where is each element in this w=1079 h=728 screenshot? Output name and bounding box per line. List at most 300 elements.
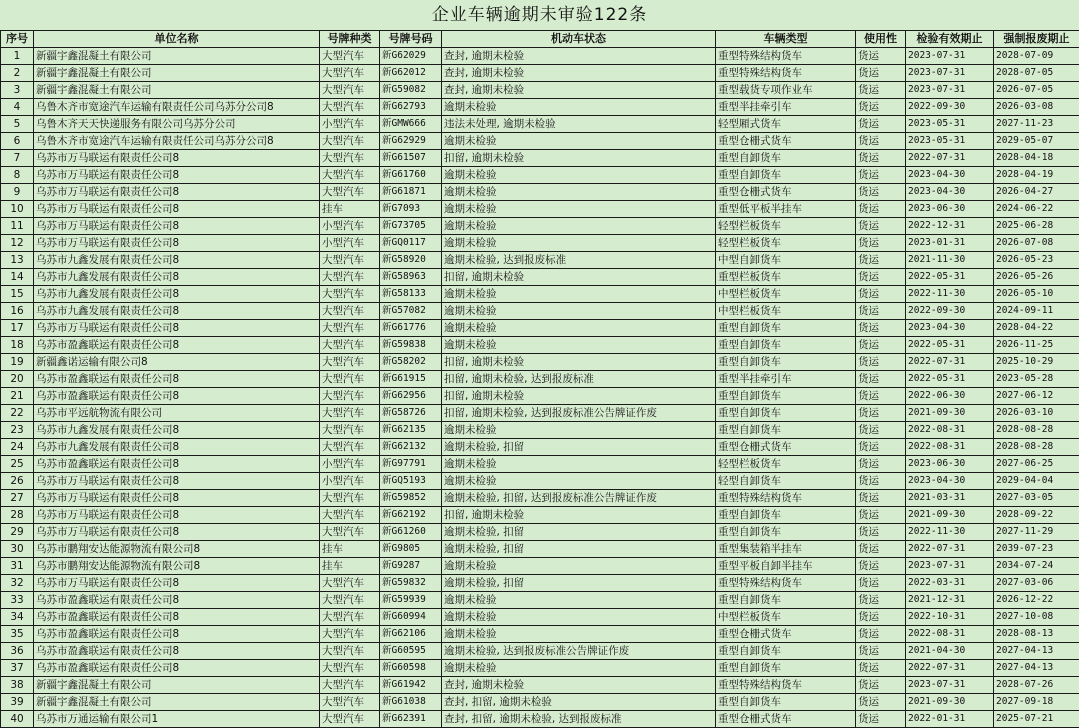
cell-no[interactable]: 37 [1,660,34,677]
cell-usage[interactable]: 货运 [856,65,906,82]
cell-vehicle-type[interactable]: 重型自卸货车 [716,167,856,184]
cell-plate-type[interactable]: 大型汽车 [320,65,380,82]
header-cell-plate-number[interactable]: 号牌号码 [380,31,442,48]
cell-vehicle-type[interactable]: 重型自卸货车 [716,643,856,660]
cell-plate-type[interactable]: 小型汽车 [320,235,380,252]
cell-plate-type[interactable]: 大型汽车 [320,320,380,337]
cell-inspection-expiry[interactable]: 2023-01-31 [906,235,994,252]
cell-company[interactable]: 新疆宇鑫混凝土有限公司 [34,694,320,711]
cell-plate-number[interactable]: 新G60598 [380,660,442,677]
cell-no[interactable]: 9 [1,184,34,201]
cell-usage[interactable]: 货运 [856,626,906,643]
table-row[interactable] [1,575,1079,592]
table-row[interactable] [1,133,1079,150]
cell-plate-type[interactable]: 大型汽车 [320,490,380,507]
cell-no[interactable]: 23 [1,422,34,439]
cell-company[interactable]: 乌苏市九鑫发展有限责任公司8 [34,439,320,456]
cell-company[interactable]: 乌苏市万马联运有限责任公司8 [34,490,320,507]
cell-no[interactable]: 13 [1,252,34,269]
cell-inspection-expiry[interactable]: 2021-03-31 [906,490,994,507]
cell-company[interactable]: 乌苏市盈鑫联运有限责任公司8 [34,592,320,609]
cell-scrap-deadline[interactable]: 2027-11-23 [994,116,1079,133]
cell-plate-number[interactable]: 新G9287 [380,558,442,575]
cell-inspection-expiry[interactable]: 2022-08-31 [906,439,994,456]
cell-inspection-expiry[interactable]: 2023-04-30 [906,184,994,201]
cell-plate-number[interactable]: 新G61760 [380,167,442,184]
cell-inspection-expiry[interactable]: 2023-04-30 [906,320,994,337]
cell-scrap-deadline[interactable]: 2024-06-22 [994,201,1079,218]
cell-scrap-deadline[interactable]: 2024-09-11 [994,303,1079,320]
cell-company[interactable]: 乌苏市平远航物流有限公司 [34,405,320,422]
cell-inspection-expiry[interactable]: 2022-07-31 [906,354,994,371]
cell-vehicle-status[interactable]: 逾期未检验, 扣留 [442,524,716,541]
cell-company[interactable]: 乌苏市万马联运有限责任公司8 [34,167,320,184]
cell-vehicle-type[interactable]: 重型载货专项作业车 [716,82,856,99]
cell-inspection-expiry[interactable]: 2023-07-31 [906,48,994,65]
table-row[interactable] [1,99,1079,116]
cell-vehicle-type[interactable]: 中型自卸货车 [716,252,856,269]
cell-plate-number[interactable]: 新G62012 [380,65,442,82]
cell-scrap-deadline[interactable]: 2027-03-05 [994,490,1079,507]
cell-usage[interactable]: 货运 [856,286,906,303]
cell-usage[interactable]: 货运 [856,150,906,167]
cell-company[interactable]: 乌苏市万马联运有限责任公司8 [34,235,320,252]
cell-plate-number[interactable]: 新G59082 [380,82,442,99]
cell-inspection-expiry[interactable]: 2021-11-30 [906,252,994,269]
cell-no[interactable]: 34 [1,609,34,626]
cell-inspection-expiry[interactable]: 2022-01-31 [906,711,994,728]
cell-vehicle-type[interactable]: 重型自卸货车 [716,337,856,354]
cell-company[interactable]: 乌鲁木齐市宽途汽车运输有限责任公司乌苏分公司8 [34,133,320,150]
cell-vehicle-type[interactable]: 中型栏板货车 [716,303,856,320]
cell-vehicle-type[interactable]: 中型栏板货车 [716,609,856,626]
cell-no[interactable]: 35 [1,626,34,643]
cell-plate-number[interactable]: 新G62391 [380,711,442,728]
cell-scrap-deadline[interactable]: 2027-04-13 [994,660,1079,677]
cell-usage[interactable]: 货运 [856,558,906,575]
cell-plate-type[interactable]: 大型汽车 [320,303,380,320]
cell-plate-type[interactable]: 大型汽车 [320,286,380,303]
header-cell-usage[interactable]: 使用性 [856,31,906,48]
cell-usage[interactable]: 货运 [856,201,906,218]
cell-usage[interactable]: 货运 [856,711,906,728]
cell-no[interactable]: 40 [1,711,34,728]
table-row[interactable] [1,473,1079,490]
table-row[interactable] [1,48,1079,65]
cell-vehicle-status[interactable]: 逾期未检验 [442,303,716,320]
cell-inspection-expiry[interactable]: 2022-05-31 [906,269,994,286]
cell-scrap-deadline[interactable]: 2026-07-08 [994,235,1079,252]
table-row[interactable] [1,524,1079,541]
cell-vehicle-type[interactable]: 轻型厢式货车 [716,116,856,133]
table-row[interactable] [1,490,1079,507]
table-row[interactable] [1,541,1079,558]
cell-vehicle-status[interactable]: 逾期未检验 [442,473,716,490]
table-row[interactable] [1,371,1079,388]
cell-scrap-deadline[interactable]: 2026-04-27 [994,184,1079,201]
cell-plate-type[interactable]: 大型汽车 [320,643,380,660]
cell-plate-number[interactable]: 新G61507 [380,150,442,167]
cell-plate-number[interactable]: 新G58920 [380,252,442,269]
table-row[interactable] [1,456,1079,473]
cell-vehicle-status[interactable]: 逾期未检验 [442,609,716,626]
cell-scrap-deadline[interactable]: 2026-03-10 [994,405,1079,422]
cell-plate-number[interactable]: 新GQ5193 [380,473,442,490]
cell-company[interactable]: 乌苏市九鑫发展有限责任公司8 [34,286,320,303]
cell-plate-type[interactable]: 大型汽车 [320,422,380,439]
cell-no[interactable]: 29 [1,524,34,541]
cell-vehicle-type[interactable]: 重型特殊结构货车 [716,677,856,694]
cell-no[interactable]: 7 [1,150,34,167]
cell-no[interactable]: 1 [1,48,34,65]
cell-usage[interactable]: 货运 [856,320,906,337]
cell-plate-number[interactable]: 新G58133 [380,286,442,303]
cell-company[interactable]: 乌鲁木齐天天快递服务有限公司乌苏分公司 [34,116,320,133]
cell-company[interactable]: 新疆宇鑫混凝土有限公司 [34,677,320,694]
cell-scrap-deadline[interactable]: 2025-06-28 [994,218,1079,235]
cell-no[interactable]: 6 [1,133,34,150]
cell-plate-number[interactable]: 新G62929 [380,133,442,150]
cell-vehicle-type[interactable]: 中型栏板货车 [716,286,856,303]
cell-company[interactable]: 乌苏市九鑫发展有限责任公司8 [34,252,320,269]
cell-vehicle-status[interactable]: 逾期未检验 [442,133,716,150]
cell-usage[interactable]: 货运 [856,354,906,371]
cell-vehicle-type[interactable]: 轻型栏板货车 [716,456,856,473]
cell-no[interactable]: 12 [1,235,34,252]
table-row[interactable] [1,354,1079,371]
cell-vehicle-type[interactable]: 重型栏板货车 [716,269,856,286]
cell-vehicle-status[interactable]: 逾期未检验 [442,286,716,303]
cell-plate-type[interactable]: 大型汽车 [320,269,380,286]
cell-plate-type[interactable]: 大型汽车 [320,609,380,626]
cell-inspection-expiry[interactable]: 2023-05-31 [906,116,994,133]
cell-vehicle-status[interactable]: 逾期未检验, 达到报废标准公告牌证作废 [442,643,716,660]
cell-scrap-deadline[interactable]: 2025-10-29 [994,354,1079,371]
cell-plate-type[interactable]: 大型汽车 [320,133,380,150]
cell-vehicle-status[interactable]: 扣留, 逾期未检验 [442,388,716,405]
cell-scrap-deadline[interactable]: 2028-07-05 [994,65,1079,82]
cell-company[interactable]: 乌苏市盈鑫联运有限责任公司8 [34,388,320,405]
table-row[interactable] [1,303,1079,320]
table-row[interactable] [1,286,1079,303]
cell-no[interactable]: 5 [1,116,34,133]
cell-inspection-expiry[interactable]: 2021-12-31 [906,592,994,609]
table-row[interactable] [1,65,1079,82]
cell-vehicle-status[interactable]: 逾期未检验, 扣留 [442,541,716,558]
cell-vehicle-type[interactable]: 重型自卸货车 [716,320,856,337]
cell-plate-number[interactable]: 新G61915 [380,371,442,388]
cell-inspection-expiry[interactable]: 2022-11-30 [906,286,994,303]
cell-plate-number[interactable]: 新G62192 [380,507,442,524]
cell-no[interactable]: 10 [1,201,34,218]
cell-vehicle-type[interactable]: 重型低平板半挂车 [716,201,856,218]
cell-scrap-deadline[interactable]: 2027-06-25 [994,456,1079,473]
cell-plate-type[interactable]: 大型汽车 [320,592,380,609]
cell-scrap-deadline[interactable]: 2027-04-13 [994,643,1079,660]
cell-usage[interactable]: 货运 [856,133,906,150]
cell-no[interactable]: 33 [1,592,34,609]
cell-no[interactable]: 11 [1,218,34,235]
cell-plate-type[interactable]: 大型汽车 [320,252,380,269]
cell-plate-type[interactable]: 大型汽车 [320,99,380,116]
cell-scrap-deadline[interactable]: 2039-07-23 [994,541,1079,558]
cell-company[interactable]: 新疆宇鑫混凝土有限公司 [34,48,320,65]
cell-plate-type[interactable]: 大型汽车 [320,337,380,354]
cell-plate-type[interactable]: 大型汽车 [320,184,380,201]
cell-scrap-deadline[interactable]: 2028-08-28 [994,439,1079,456]
cell-company[interactable]: 乌苏市鹏翔安达能源物流有限公司8 [34,541,320,558]
cell-vehicle-status[interactable]: 逾期未检验 [442,558,716,575]
cell-vehicle-status[interactable]: 逾期未检验 [442,201,716,218]
cell-scrap-deadline[interactable]: 2027-10-08 [994,609,1079,626]
cell-usage[interactable]: 货运 [856,422,906,439]
cell-inspection-expiry[interactable]: 2022-05-31 [906,337,994,354]
cell-plate-type[interactable]: 挂车 [320,201,380,218]
cell-inspection-expiry[interactable]: 2023-07-31 [906,677,994,694]
cell-company[interactable]: 乌苏市万马联运有限责任公司8 [34,201,320,218]
cell-usage[interactable]: 货运 [856,371,906,388]
cell-usage[interactable]: 货运 [856,303,906,320]
cell-vehicle-status[interactable]: 查封, 逾期未检验 [442,48,716,65]
header-cell-no[interactable]: 序号 [1,31,34,48]
cell-no[interactable]: 15 [1,286,34,303]
cell-scrap-deadline[interactable]: 2025-07-21 [994,711,1079,728]
cell-plate-type[interactable]: 小型汽车 [320,116,380,133]
table-row[interactable] [1,388,1079,405]
cell-inspection-expiry[interactable]: 2021-09-30 [906,507,994,524]
cell-vehicle-type[interactable]: 重型自卸货车 [716,592,856,609]
cell-plate-type[interactable]: 大型汽车 [320,524,380,541]
header-cell-scrap-deadline[interactable]: 强制报废期止 [994,31,1079,48]
table-row[interactable] [1,252,1079,269]
cell-vehicle-type[interactable]: 重型半挂牵引车 [716,371,856,388]
cell-inspection-expiry[interactable]: 2023-07-31 [906,558,994,575]
cell-inspection-expiry[interactable]: 2022-06-30 [906,388,994,405]
cell-inspection-expiry[interactable]: 2022-10-31 [906,609,994,626]
cell-vehicle-type[interactable]: 重型半挂牵引车 [716,99,856,116]
cell-no[interactable]: 16 [1,303,34,320]
cell-vehicle-type[interactable]: 重型特殊结构货车 [716,490,856,507]
cell-vehicle-status[interactable]: 逾期未检验 [442,235,716,252]
cell-vehicle-status[interactable]: 查封, 逾期未检验 [442,65,716,82]
cell-vehicle-type[interactable]: 重型自卸货车 [716,388,856,405]
cell-no[interactable]: 27 [1,490,34,507]
cell-vehicle-status[interactable]: 逾期未检验 [442,456,716,473]
cell-scrap-deadline[interactable]: 2028-04-22 [994,320,1079,337]
cell-no[interactable]: 21 [1,388,34,405]
table-row[interactable] [1,711,1079,728]
cell-scrap-deadline[interactable]: 2026-07-05 [994,82,1079,99]
cell-no[interactable]: 25 [1,456,34,473]
table-row[interactable] [1,677,1079,694]
cell-usage[interactable]: 货运 [856,218,906,235]
cell-inspection-expiry[interactable]: 2022-11-30 [906,524,994,541]
cell-scrap-deadline[interactable]: 2028-04-18 [994,150,1079,167]
cell-usage[interactable]: 货运 [856,694,906,711]
cell-vehicle-status[interactable]: 查封, 扣留, 逾期未检验 [442,694,716,711]
cell-inspection-expiry[interactable]: 2023-04-30 [906,473,994,490]
cell-plate-type[interactable]: 大型汽车 [320,82,380,99]
cell-inspection-expiry[interactable]: 2023-07-31 [906,65,994,82]
cell-no[interactable]: 32 [1,575,34,592]
cell-vehicle-type[interactable]: 重型自卸货车 [716,150,856,167]
cell-vehicle-type[interactable]: 重型集装箱半挂车 [716,541,856,558]
cell-plate-number[interactable]: 新G62956 [380,388,442,405]
cell-plate-number[interactable]: 新G57082 [380,303,442,320]
cell-plate-type[interactable]: 大型汽车 [320,150,380,167]
table-row[interactable] [1,609,1079,626]
table-row[interactable] [1,218,1079,235]
cell-no[interactable]: 38 [1,677,34,694]
cell-plate-type[interactable]: 大型汽车 [320,507,380,524]
cell-plate-number[interactable]: 新G59852 [380,490,442,507]
cell-inspection-expiry[interactable]: 2022-07-31 [906,541,994,558]
cell-plate-type[interactable]: 大型汽车 [320,405,380,422]
cell-inspection-expiry[interactable]: 2022-09-30 [906,303,994,320]
cell-plate-type[interactable]: 大型汽车 [320,660,380,677]
cell-vehicle-status[interactable]: 查封, 逾期未检验 [442,677,716,694]
cell-no[interactable]: 3 [1,82,34,99]
cell-usage[interactable]: 货运 [856,609,906,626]
cell-company[interactable]: 乌苏市盈鑫联运有限责任公司8 [34,609,320,626]
cell-scrap-deadline[interactable]: 2027-09-18 [994,694,1079,711]
cell-usage[interactable]: 货运 [856,235,906,252]
cell-vehicle-status[interactable]: 扣留, 逾期未检验 [442,269,716,286]
cell-vehicle-type[interactable]: 重型仓栅式货车 [716,711,856,728]
cell-company[interactable]: 乌苏市盈鑫联运有限责任公司8 [34,456,320,473]
cell-scrap-deadline[interactable]: 2026-05-10 [994,286,1079,303]
cell-usage[interactable]: 货运 [856,82,906,99]
cell-no[interactable]: 20 [1,371,34,388]
table-row[interactable] [1,269,1079,286]
cell-usage[interactable]: 货运 [856,48,906,65]
cell-inspection-expiry[interactable]: 2022-05-31 [906,371,994,388]
cell-vehicle-type[interactable]: 重型自卸货车 [716,694,856,711]
table-row[interactable] [1,694,1079,711]
cell-vehicle-type[interactable]: 重型特殊结构货车 [716,48,856,65]
cell-scrap-deadline[interactable]: 2029-05-07 [994,133,1079,150]
header-cell-plate-type[interactable]: 号牌种类 [320,31,380,48]
cell-vehicle-status[interactable]: 逾期未检验, 扣留 [442,575,716,592]
cell-plate-number[interactable]: 新G62029 [380,48,442,65]
cell-plate-number[interactable]: 新G7093 [380,201,442,218]
cell-plate-number[interactable]: 新G58963 [380,269,442,286]
cell-plate-number[interactable]: 新G58726 [380,405,442,422]
cell-inspection-expiry[interactable]: 2021-09-30 [906,405,994,422]
cell-company[interactable]: 乌苏市盈鑫联运有限责任公司8 [34,371,320,388]
cell-plate-type[interactable]: 小型汽车 [320,218,380,235]
table-row[interactable] [1,167,1079,184]
cell-plate-type[interactable]: 挂车 [320,558,380,575]
cell-plate-type[interactable]: 大型汽车 [320,354,380,371]
cell-vehicle-type[interactable]: 重型自卸货车 [716,507,856,524]
cell-usage[interactable]: 货运 [856,439,906,456]
cell-plate-number[interactable]: 新G59838 [380,337,442,354]
cell-vehicle-status[interactable]: 扣留, 逾期未检验 [442,507,716,524]
cell-plate-number[interactable]: 新G61871 [380,184,442,201]
cell-vehicle-type[interactable]: 重型自卸货车 [716,354,856,371]
cell-scrap-deadline[interactable]: 2028-07-26 [994,677,1079,694]
table-row[interactable] [1,150,1079,167]
cell-vehicle-status[interactable]: 扣留, 逾期未检验, 达到报废标准公告牌证作废 [442,405,716,422]
cell-plate-type[interactable]: 大型汽车 [320,167,380,184]
cell-usage[interactable]: 货运 [856,456,906,473]
cell-vehicle-status[interactable]: 逾期未检验, 扣留, 达到报废标准公告牌证作废 [442,490,716,507]
cell-vehicle-status[interactable]: 逾期未检验 [442,660,716,677]
cell-plate-type[interactable]: 大型汽车 [320,626,380,643]
cell-scrap-deadline[interactable]: 2034-07-24 [994,558,1079,575]
cell-plate-type[interactable]: 大型汽车 [320,711,380,728]
table-row[interactable] [1,201,1079,218]
cell-vehicle-status[interactable]: 逾期未检验, 扣留 [442,439,716,456]
cell-plate-number[interactable]: 新G62132 [380,439,442,456]
header-cell-vehicle-status[interactable]: 机动车状态 [442,31,716,48]
cell-vehicle-status[interactable]: 逾期未检验 [442,626,716,643]
cell-usage[interactable]: 货运 [856,677,906,694]
cell-usage[interactable]: 货运 [856,643,906,660]
cell-vehicle-status[interactable]: 逾期未检验 [442,592,716,609]
cell-company[interactable]: 乌苏市万马联运有限责任公司8 [34,184,320,201]
table-row[interactable] [1,184,1079,201]
cell-plate-number[interactable]: 新G59832 [380,575,442,592]
cell-usage[interactable]: 货运 [856,337,906,354]
cell-plate-number[interactable]: 新G97791 [380,456,442,473]
cell-inspection-expiry[interactable]: 2023-04-30 [906,167,994,184]
cell-scrap-deadline[interactable]: 2027-03-06 [994,575,1079,592]
cell-inspection-expiry[interactable]: 2022-03-31 [906,575,994,592]
cell-company[interactable]: 新疆宇鑫混凝土有限公司 [34,82,320,99]
cell-vehicle-status[interactable]: 逾期未检验 [442,99,716,116]
cell-scrap-deadline[interactable]: 2026-03-08 [994,99,1079,116]
header-cell-company[interactable]: 单位名称 [34,31,320,48]
cell-company[interactable]: 乌苏市鹏翔安达能源物流有限公司8 [34,558,320,575]
cell-vehicle-status[interactable]: 扣留, 逾期未检验 [442,354,716,371]
cell-plate-type[interactable]: 挂车 [320,541,380,558]
cell-company[interactable]: 乌苏市九鑫发展有限责任公司8 [34,303,320,320]
cell-no[interactable]: 24 [1,439,34,456]
cell-plate-type[interactable]: 小型汽车 [320,473,380,490]
cell-vehicle-type[interactable]: 轻型栏板货车 [716,218,856,235]
cell-vehicle-type[interactable]: 重型自卸货车 [716,422,856,439]
cell-company[interactable]: 乌苏市万通运输有限公司1 [34,711,320,728]
cell-no[interactable]: 17 [1,320,34,337]
cell-vehicle-status[interactable]: 逾期未检验 [442,167,716,184]
cell-no[interactable]: 30 [1,541,34,558]
cell-company[interactable]: 乌鲁木齐市宽途汽车运输有限责任公司乌苏分公司8 [34,99,320,116]
cell-usage[interactable]: 货运 [856,99,906,116]
cell-plate-type[interactable]: 大型汽车 [320,371,380,388]
cell-company[interactable]: 乌苏市万马联运有限责任公司8 [34,575,320,592]
cell-plate-type[interactable]: 小型汽车 [320,456,380,473]
cell-scrap-deadline[interactable]: 2028-07-09 [994,48,1079,65]
cell-inspection-expiry[interactable]: 2022-08-31 [906,626,994,643]
cell-plate-number[interactable]: 新G62793 [380,99,442,116]
cell-company[interactable]: 乌苏市盈鑫联运有限责任公司8 [34,643,320,660]
cell-plate-number[interactable]: 新G61038 [380,694,442,711]
table-row[interactable] [1,660,1079,677]
cell-no[interactable]: 2 [1,65,34,82]
cell-inspection-expiry[interactable]: 2021-04-30 [906,643,994,660]
table-row[interactable] [1,643,1079,660]
cell-usage[interactable]: 货运 [856,507,906,524]
table-row[interactable] [1,592,1079,609]
cell-plate-number[interactable]: 新G60595 [380,643,442,660]
header-cell-vehicle-type[interactable]: 车辆类型 [716,31,856,48]
cell-scrap-deadline[interactable]: 2026-12-22 [994,592,1079,609]
cell-company[interactable]: 乌苏市九鑫发展有限责任公司8 [34,422,320,439]
table-row[interactable] [1,558,1079,575]
cell-vehicle-type[interactable]: 重型特殊结构货车 [716,65,856,82]
